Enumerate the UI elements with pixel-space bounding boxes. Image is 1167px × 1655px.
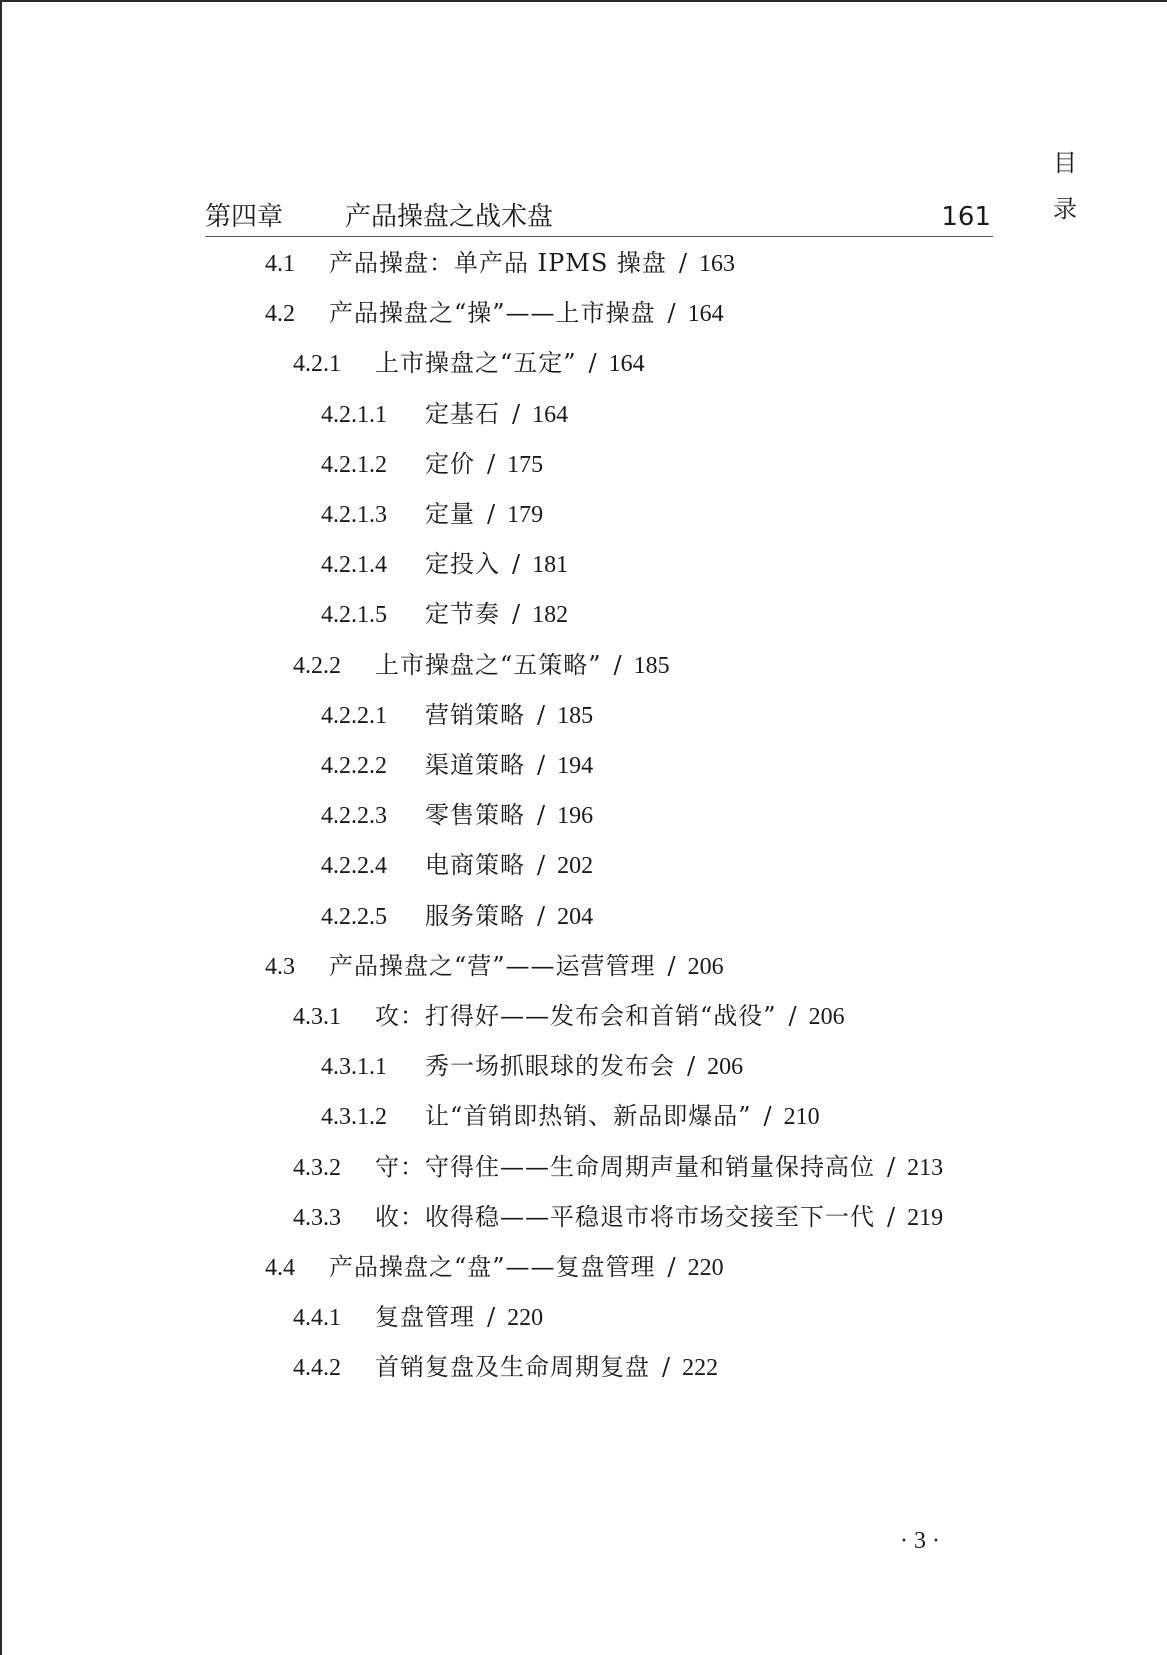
toc-entry-number: 4.2.1.3: [321, 502, 387, 528]
toc-entry-level-2[interactable]: [293, 996, 845, 1036]
toc-entry-number: 4.2.1.4: [321, 552, 387, 578]
toc-entry-level-2[interactable]: [293, 645, 670, 685]
toc-entry-level-3[interactable]: [321, 594, 568, 634]
toc-entry-separator: /: [662, 1353, 671, 1381]
toc-entry-title: 首销复盘及生命周期复盘: [375, 1353, 650, 1381]
toc-entry-number: 4.2.2: [293, 653, 341, 679]
toc-entry-level-2[interactable]: [293, 1147, 943, 1187]
toc-entry-title: 产品操盘之“盘”——复盘管理: [329, 1253, 656, 1281]
toc-entry-level-2[interactable]: [293, 1347, 718, 1387]
toc-entry-level-3[interactable]: [321, 444, 543, 484]
toc-entry-level-3[interactable]: [321, 544, 568, 584]
toc-entry-page: 164: [687, 301, 724, 327]
toc-entry-level-2[interactable]: [293, 1197, 943, 1237]
toc-entry-separator: /: [763, 1102, 772, 1130]
toc-entry-page: 181: [532, 552, 569, 578]
toc-entry-number: 4.2: [265, 301, 295, 327]
toc-entry-number: 4.3.3: [293, 1205, 341, 1231]
toc-entry-number: 4.2.2.2: [321, 753, 387, 779]
toc-entry-page: 164: [608, 351, 645, 377]
toc-entry-title: 上市操盘之“五定”: [375, 349, 577, 377]
toc-entry-separator: /: [613, 651, 622, 679]
chapter-page-number: 161: [941, 202, 991, 232]
toc-entry-page: 179: [507, 502, 544, 528]
toc-entry-title: 产品操盘之“操”——上市操盘: [329, 299, 656, 327]
toc-entry-separator: /: [512, 400, 521, 428]
side-tab-char: 录: [1053, 195, 1077, 223]
toc-entry-number: 4.4: [265, 1255, 295, 1281]
toc-entry-level-1[interactable]: [265, 293, 724, 333]
toc-entry-page: 220: [687, 1255, 724, 1281]
toc-entry-number: 4.3.2: [293, 1155, 341, 1181]
toc-entry-title: 守：守得住——生命周期声量和销量保持高位: [375, 1153, 875, 1181]
toc-entry-separator: /: [537, 751, 546, 779]
toc-entry-level-1[interactable]: [265, 1247, 724, 1287]
toc-entry-level-3[interactable]: [321, 394, 568, 434]
toc-entry-number: 4.3.1.2: [321, 1104, 387, 1130]
toc-entry-page: 210: [783, 1104, 820, 1130]
toc-entry-number: 4.2.1: [293, 351, 341, 377]
toc-entry-number: 4.2.2.1: [321, 703, 387, 729]
toc-entry-title: 上市操盘之“五策略”: [375, 651, 602, 679]
toc-entry-page: 182: [532, 602, 569, 628]
toc-entry-separator: /: [887, 1153, 896, 1181]
toc-entry-page: 206: [707, 1054, 744, 1080]
side-tab-char: 目: [1053, 149, 1077, 177]
toc-entry-level-3[interactable]: [321, 1096, 820, 1136]
toc-entry-level-3[interactable]: [321, 795, 593, 835]
toc-entry-title: 定基石: [425, 400, 500, 428]
toc-entry-separator: /: [487, 1303, 496, 1331]
chapter-heading[interactable]: [205, 198, 993, 237]
toc-entry-separator: /: [512, 550, 521, 578]
toc-entry-level-3[interactable]: [321, 845, 593, 885]
toc-entry-title: 产品操盘：单产品 IPMS 操盘: [329, 249, 667, 277]
toc-entry-level-3[interactable]: [321, 745, 593, 785]
toc-entry-separator: /: [537, 902, 546, 930]
toc-entry-title: 定量: [425, 500, 475, 528]
toc-entry-page: 219: [907, 1205, 944, 1231]
toc-entry-page: 220: [507, 1305, 544, 1331]
toc-entry-separator: /: [667, 952, 676, 980]
toc-entry-number: 4.4.2: [293, 1355, 341, 1381]
toc-entry-separator: /: [687, 1052, 696, 1080]
toc-entry-number: 4.1: [265, 251, 295, 277]
toc-entry-title: 攻：打得好——发布会和首销“战役”: [375, 1002, 777, 1030]
toc-entry-title: 渠道策略: [425, 751, 525, 779]
toc-entry-page: 206: [687, 954, 724, 980]
toc-entry-title: 产品操盘之“营”——运营管理: [329, 952, 656, 980]
toc-entry-title: 复盘管理: [375, 1303, 475, 1331]
toc-entry-page: 194: [557, 753, 594, 779]
toc-entry-number: 4.2.2.4: [321, 853, 387, 879]
section-tab-contents: [1050, 140, 1080, 232]
toc-entry-page: 185: [557, 703, 594, 729]
toc-entry-title: 服务策略: [425, 902, 525, 930]
toc-entry-separator: /: [678, 249, 687, 277]
toc-entry-separator: /: [487, 450, 496, 478]
toc-entry-level-2[interactable]: [293, 343, 645, 383]
toc-entry-title: 电商策略: [425, 851, 525, 879]
toc-entry-separator: /: [667, 1253, 676, 1281]
toc-entry-title: 让“首销即热销、新品即爆品”: [425, 1102, 752, 1130]
toc-entry-level-2[interactable]: [293, 1297, 543, 1337]
toc-entry-page: 163: [699, 251, 735, 277]
toc-entry-page: 204: [557, 904, 594, 930]
toc-entry-number: 4.2.2.5: [321, 904, 387, 930]
toc-entry-title: 零售策略: [425, 801, 525, 829]
toc-entry-separator: /: [667, 299, 676, 327]
toc-entry-separator: /: [512, 600, 521, 628]
toc-entry-separator: /: [887, 1203, 896, 1231]
toc-entry-page: 202: [557, 853, 594, 879]
chapter-title: 产品操盘之战术盘: [345, 202, 554, 232]
toc-entry-level-1[interactable]: [265, 243, 735, 283]
toc-entry-number: 4.3: [265, 954, 295, 980]
toc-entry-page: 185: [633, 653, 670, 679]
page-border-left: [0, 0, 2, 1655]
toc-entry-level-3[interactable]: [321, 494, 543, 534]
toc-entry-number: 4.3.1.1: [321, 1054, 387, 1080]
toc-entry-number: 4.2.1.5: [321, 602, 387, 628]
page-border-top: [0, 0, 1167, 2]
toc-entry-page: 222: [682, 1355, 719, 1381]
toc-entry-number: 4.3.1: [293, 1004, 341, 1030]
toc-entry-number: 4.2.1.1: [321, 402, 387, 428]
toc-entry-title: 收：收得稳——平稳退市将市场交接至下一代: [375, 1203, 875, 1231]
toc-entry-level-1[interactable]: [265, 946, 724, 986]
toc-entry-separator: /: [588, 349, 597, 377]
toc-entry-number: 4.2.2.3: [321, 803, 387, 829]
toc-entry-number: 4.4.1: [293, 1305, 341, 1331]
toc-entry-level-3[interactable]: [321, 1046, 743, 1086]
toc-entry-page: 196: [557, 803, 594, 829]
toc-entry-number: 4.2.1.2: [321, 452, 387, 478]
toc-entry-separator: /: [537, 851, 546, 879]
toc-entry-page: 213: [907, 1155, 944, 1181]
toc-entry-separator: /: [788, 1002, 797, 1030]
toc-entry-page: 175: [507, 452, 544, 478]
toc-entry-level-3[interactable]: [321, 896, 593, 936]
toc-entry-page: 164: [532, 402, 569, 428]
page-number: · 3 ·: [900, 1528, 940, 1554]
toc-entry-separator: /: [537, 801, 546, 829]
toc-entry-title: 定投入: [425, 550, 500, 578]
chapter-label: 第四章: [205, 202, 284, 232]
toc-entry-title: 秀一场抓眼球的发布会: [425, 1052, 675, 1080]
toc-entry-title: 定价: [425, 450, 475, 478]
toc-entry-separator: /: [537, 701, 546, 729]
toc-entry-separator: /: [487, 500, 496, 528]
toc-entry-level-3[interactable]: [321, 695, 593, 735]
toc-entry-title: 定节奏: [425, 600, 500, 628]
toc-entry-title: 营销策略: [425, 701, 525, 729]
toc-entry-page: 206: [808, 1004, 845, 1030]
